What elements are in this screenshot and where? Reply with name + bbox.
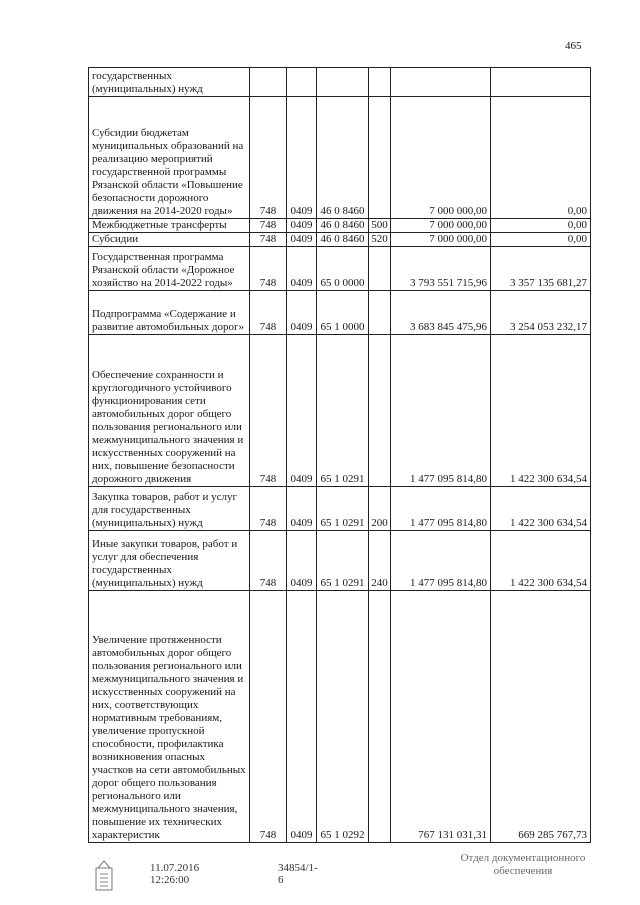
row-amount-2: 669 285 767,73: [491, 591, 591, 843]
row-name: Межбюджетные трансферты: [89, 219, 250, 233]
row-expense-type: 240: [369, 531, 391, 591]
row-section-code: 0409: [287, 531, 317, 591]
table-row: [89, 97, 591, 219]
row-amount-1: [391, 68, 491, 97]
row-name: Обеспечение сохранности и круглогодичного устойчивого функционирования сети автомобильных дорог общего пользования регионального или межмуниципального значения и искусственных сооружений на них, повышение безопасности дорожного движения: [89, 335, 250, 487]
row-ved-code: 748: [250, 335, 287, 487]
row-amount-1: 3 793 551 715,96: [391, 247, 491, 291]
row-amount-2: 1 422 300 634,54: [491, 335, 591, 487]
row-section-code: 0409: [287, 335, 317, 487]
row-ved-code: [250, 68, 287, 97]
row-ved-code: 748: [250, 487, 287, 531]
row-section-code: 0409: [287, 487, 317, 531]
row-name: Подпрограмма «Содержание и развитие автомобильных дорог»: [89, 291, 250, 335]
row-expense-type: 520: [369, 233, 391, 247]
row-section-code: 0409: [287, 591, 317, 843]
table-row: [89, 591, 591, 843]
row-target-code: 46 0 8460: [317, 97, 369, 219]
row-name: государственных (муниципальных) нужд: [89, 68, 250, 97]
row-section-code: 0409: [287, 247, 317, 291]
table-row: [89, 487, 591, 531]
row-amount-2: 0,00: [491, 219, 591, 233]
row-section-code: 0409: [287, 219, 317, 233]
row-expense-type: [369, 97, 391, 219]
row-ved-code: 748: [250, 219, 287, 233]
row-target-code: 65 1 0291: [317, 531, 369, 591]
row-name: Субсидии: [89, 233, 250, 247]
row-target-code: 65 1 0000: [317, 291, 369, 335]
row-amount-1: 767 131 031,31: [391, 591, 491, 843]
table-row: [89, 68, 591, 97]
table-row: [89, 291, 591, 335]
row-ved-code: 748: [250, 97, 287, 219]
row-amount-2: 0,00: [491, 233, 591, 247]
row-amount-2: 3 357 135 681,27: [491, 247, 591, 291]
row-expense-type: [369, 335, 391, 487]
row-amount-1: 1 477 095 814,80: [391, 487, 491, 531]
row-section-code: 0409: [287, 233, 317, 247]
row-ved-code: 748: [250, 591, 287, 843]
row-amount-2: 1 422 300 634,54: [491, 531, 591, 591]
row-section-code: [287, 68, 317, 97]
row-name: Иные закупки товаров, работ и услуг для обеспечения государственных (муниципальных) нужд: [89, 531, 250, 591]
row-amount-1: 1 477 095 814,80: [391, 531, 491, 591]
row-section-code: 0409: [287, 97, 317, 219]
row-expense-type: [369, 68, 391, 97]
footer-doc-number: 34854/1-6: [278, 862, 318, 886]
row-name: Субсидии бюджетам муниципальных образований на реализацию мероприятий государственной программы Рязанской области «Повышение безопасности дорожного движения на 2014-2020 годы»: [89, 97, 250, 219]
row-target-code: [317, 68, 369, 97]
row-target-code: 65 1 0291: [317, 335, 369, 487]
row-ved-code: 748: [250, 233, 287, 247]
row-ved-code: 748: [250, 247, 287, 291]
row-target-code: 46 0 8460: [317, 233, 369, 247]
row-amount-2: [491, 68, 591, 97]
row-target-code: 65 1 0292: [317, 591, 369, 843]
row-expense-type: 200: [369, 487, 391, 531]
table-row: [89, 247, 591, 291]
row-amount-2: 3 254 053 232,17: [491, 291, 591, 335]
row-target-code: 46 0 8460: [317, 219, 369, 233]
table-row: [89, 335, 591, 487]
row-name: Государственная программа Рязанской области «Дорожное хозяйство на 2014-2022 годы»: [89, 247, 250, 291]
table-row: [89, 219, 591, 233]
row-target-code: 65 0 0000: [317, 247, 369, 291]
row-amount-2: 1 422 300 634,54: [491, 487, 591, 531]
row-amount-1: 1 477 095 814,80: [391, 335, 491, 487]
row-amount-1: 7 000 000,00: [391, 233, 491, 247]
row-amount-1: 7 000 000,00: [391, 97, 491, 219]
stamp-line: Отдел документационного: [460, 852, 586, 864]
page-number: 465: [565, 40, 582, 52]
row-name: Увеличение протяженности автомобильных дорог общего пользования регионального или межмуниципального значения и искусственных сооружений на них, соответствующих нормативным требованиям, увеличение пропускной способности, профилактика возникновения опасных участков на сети автомобильных дорог общего пользования регионального или межмуниципального значения, повышение их технических характеристик: [89, 591, 250, 843]
budget-table: [88, 67, 591, 843]
stamp-line: обеспечения: [493, 865, 553, 877]
footer-datetime: 11.07.2016 12:26:00: [150, 862, 200, 886]
table-row: [89, 531, 591, 591]
row-amount-1: 7 000 000,00: [391, 219, 491, 233]
department-stamp: [448, 852, 598, 878]
row-amount-1: 3 683 845 475,96: [391, 291, 491, 335]
row-expense-type: [369, 247, 391, 291]
row-amount-2: 0,00: [491, 97, 591, 219]
seal-icon: [92, 858, 116, 892]
row-ved-code: 748: [250, 531, 287, 591]
row-section-code: 0409: [287, 291, 317, 335]
row-expense-type: [369, 291, 391, 335]
table-row: [89, 233, 591, 247]
row-name: Закупка товаров, работ и услуг для государственных (муниципальных) нужд: [89, 487, 250, 531]
row-expense-type: [369, 591, 391, 843]
budget-table-body: [89, 68, 591, 843]
row-expense-type: 500: [369, 219, 391, 233]
row-target-code: 65 1 0291: [317, 487, 369, 531]
row-ved-code: 748: [250, 291, 287, 335]
